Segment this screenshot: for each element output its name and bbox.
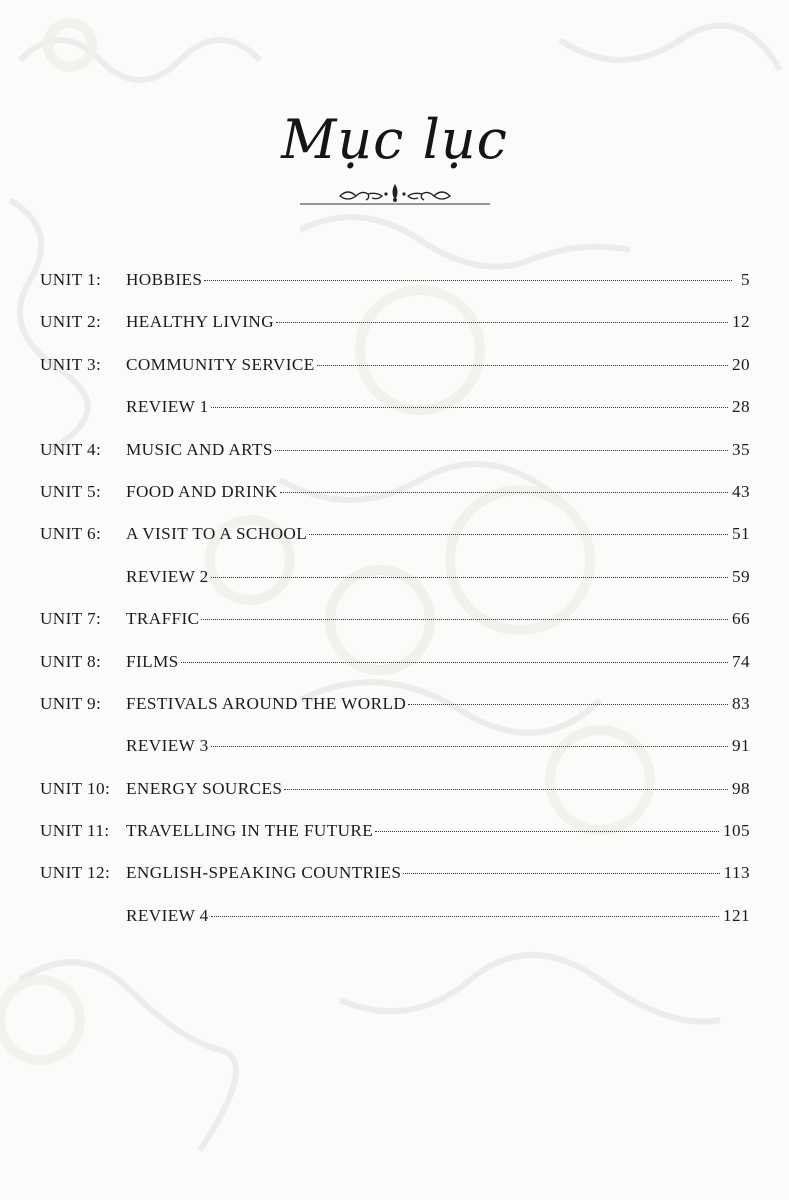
toc-entry [40, 652, 750, 694]
toc-page-number: 20 [732, 354, 750, 374]
toc-dot-leader [317, 365, 728, 366]
toc-entry [40, 440, 750, 482]
toc-title: FILMS [126, 651, 179, 671]
toc-entry [40, 482, 750, 524]
toc-page-number: 28 [732, 397, 750, 417]
toc-dot-leader [284, 789, 728, 790]
toc-dot-leader [211, 407, 728, 408]
toc-entry [40, 524, 750, 566]
toc-entry [40, 779, 750, 821]
toc-page-number: 98 [732, 778, 750, 798]
toc-page-number: 83 [732, 693, 750, 713]
toc-dot-leader [375, 831, 719, 832]
toc-title: ENERGY SOURCES [126, 778, 283, 798]
toc-dot-leader [211, 746, 728, 747]
toc-title: COMMUNITY SERVICE [126, 354, 315, 374]
toc-title: FOOD AND DRINK [126, 481, 278, 501]
toc-unit-label: UNIT 7: [40, 609, 102, 629]
toc-entry [40, 270, 750, 312]
toc-unit-label: UNIT 10: [40, 778, 111, 798]
toc-entry [40, 821, 750, 863]
toc-page-number: 12 [732, 312, 750, 332]
toc-title: HOBBIES [126, 270, 203, 289]
toc-dot-leader [211, 577, 728, 578]
toc-dot-leader [204, 280, 732, 281]
toc-dot-leader [309, 534, 728, 535]
flourish-divider-icon [300, 180, 490, 210]
toc-unit-label: UNIT 6: [40, 524, 102, 544]
toc-unit-label: UNIT 8: [40, 651, 102, 671]
toc-entry [40, 694, 750, 736]
toc-unit-label: UNIT 12: [40, 863, 111, 883]
table-of-contents [40, 270, 750, 948]
toc-title: REVIEW 2 [126, 566, 209, 586]
toc-title: ENGLISH-SPEAKING COUNTRIES [126, 863, 402, 883]
toc-title: TRAVELLING IN THE FUTURE [126, 821, 374, 841]
toc-page-number: 105 [723, 821, 750, 841]
toc-entry [40, 397, 750, 439]
toc-dot-leader [403, 873, 719, 874]
toc-title: REVIEW 1 [126, 397, 209, 417]
toc-page-number: 43 [732, 481, 750, 501]
toc-unit-label: UNIT 5: [40, 481, 102, 501]
toc-title: REVIEW 4 [126, 905, 209, 925]
toc-dot-leader [275, 450, 728, 451]
toc-entry [40, 355, 750, 397]
toc-entry [40, 736, 750, 778]
toc-title: MUSIC AND ARTS [126, 439, 273, 459]
toc-title: REVIEW 3 [126, 736, 209, 756]
toc-dot-leader [408, 704, 728, 705]
toc-dot-leader [276, 322, 728, 323]
toc-entry [40, 312, 750, 354]
toc-dot-leader [201, 619, 728, 620]
toc-page-number: 59 [732, 566, 750, 586]
toc-page-number: 91 [732, 736, 750, 756]
toc-title: A VISIT TO A SCHOOL [126, 524, 308, 544]
toc-title: TRAFFIC [126, 609, 200, 629]
toc-page-number: 5 [741, 270, 750, 289]
toc-entry [40, 863, 750, 905]
toc-unit-label: UNIT 4: [40, 439, 102, 459]
toc-page-number: 121 [723, 905, 750, 925]
toc-entry [40, 906, 750, 948]
toc-dot-leader [211, 916, 719, 917]
toc-unit-label: UNIT 1: [40, 270, 102, 289]
toc-unit-label: UNIT 2: [40, 312, 102, 332]
toc-title: HEALTHY LIVING [126, 312, 275, 332]
toc-page-number: 113 [723, 863, 750, 883]
toc-title: FESTIVALS AROUND THE WORLD [126, 693, 407, 713]
toc-page-number: 74 [732, 651, 750, 671]
toc-unit-label: UNIT 11: [40, 821, 110, 841]
toc-page-number: 66 [732, 609, 750, 629]
toc-unit-label: UNIT 3: [40, 354, 102, 374]
toc-dot-leader [280, 492, 728, 493]
toc-page-number: 51 [732, 524, 750, 544]
toc-unit-label: UNIT 9: [40, 693, 102, 713]
toc-entry [40, 609, 750, 651]
toc-page-number: 35 [732, 439, 750, 459]
toc-dot-leader [181, 662, 728, 663]
toc-entry [40, 567, 750, 609]
page-title: Mục lục [281, 108, 508, 171]
